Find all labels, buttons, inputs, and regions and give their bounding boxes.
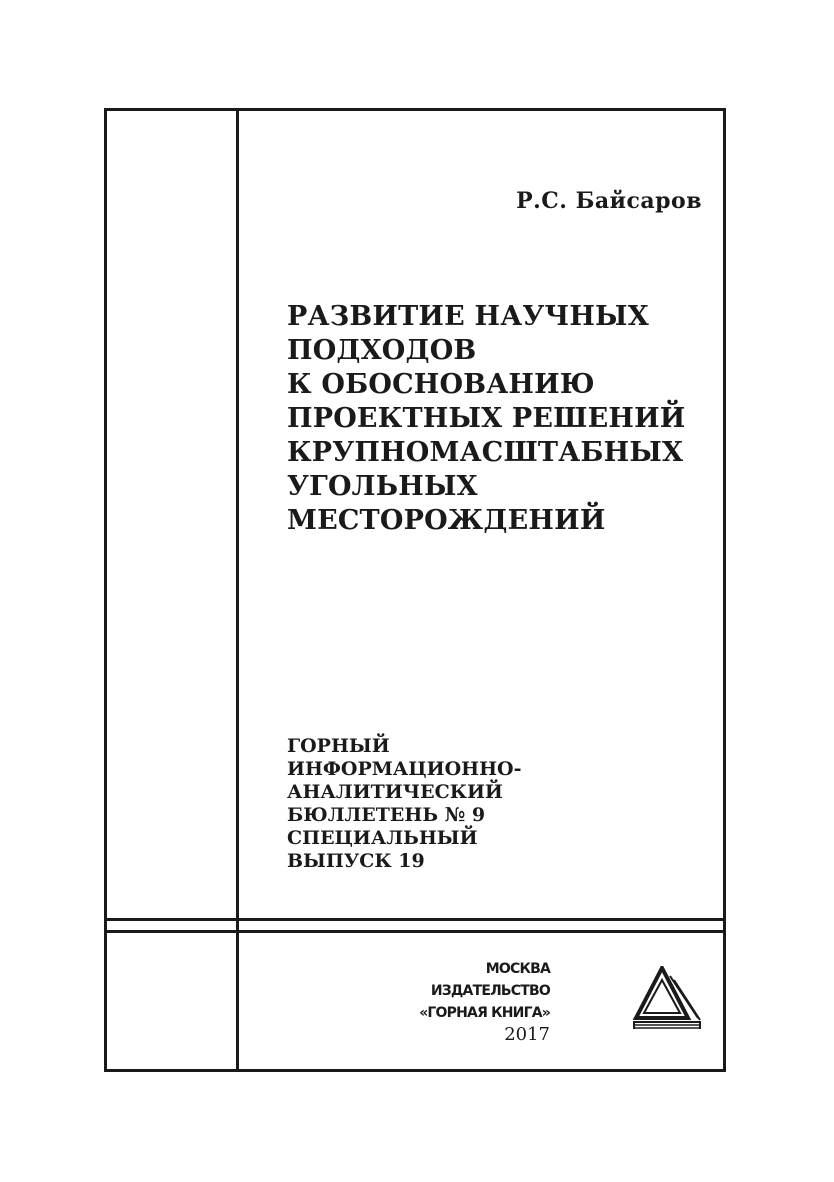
series-line: ИНФОРМАЦИОННО- bbox=[287, 758, 522, 780]
series-line: ГОРНЫЙ bbox=[287, 735, 390, 757]
series-line: БЮЛЛЕТЕНЬ № 9 bbox=[287, 804, 486, 826]
horizontal-rule-upper bbox=[104, 918, 726, 921]
title-line: МЕСТОРОЖДЕНИЙ bbox=[287, 505, 606, 536]
horizontal-rule-lower bbox=[104, 930, 726, 933]
cover-frame bbox=[104, 108, 726, 1072]
title-line: ПОДХОДОВ bbox=[287, 335, 477, 366]
title-line: УГОЛЬНЫХ bbox=[287, 471, 478, 502]
series-line: ВЫПУСК 19 bbox=[287, 850, 425, 872]
publisher-block bbox=[419, 958, 550, 1024]
series-line: СПЕЦИАЛЬНЫЙ bbox=[287, 827, 478, 849]
series-info bbox=[287, 735, 687, 873]
publisher-city: МОСКВА bbox=[485, 961, 550, 977]
book-title bbox=[287, 300, 707, 538]
title-line: КРУПНОМАСШТАБНЫХ bbox=[287, 437, 684, 468]
title-line: РАЗВИТИЕ НАУЧНЫХ bbox=[287, 301, 649, 332]
series-line: АНАЛИТИЧЕСКИЙ bbox=[287, 781, 503, 803]
triangle-book-logo-icon bbox=[632, 966, 702, 1030]
publication-year: 2017 bbox=[504, 1024, 550, 1045]
title-line: ПРОЕКТНЫХ РЕШЕНИЙ bbox=[287, 403, 686, 434]
publisher-name: «ГОРНАЯ КНИГА» bbox=[419, 1005, 550, 1021]
author-name: Р.С. Байсаров bbox=[516, 188, 702, 214]
vertical-rule bbox=[236, 108, 239, 1072]
title-line: К ОБОСНОВАНИЮ bbox=[287, 369, 595, 400]
publisher-house: ИЗДАТЕЛЬСТВО bbox=[430, 983, 550, 999]
